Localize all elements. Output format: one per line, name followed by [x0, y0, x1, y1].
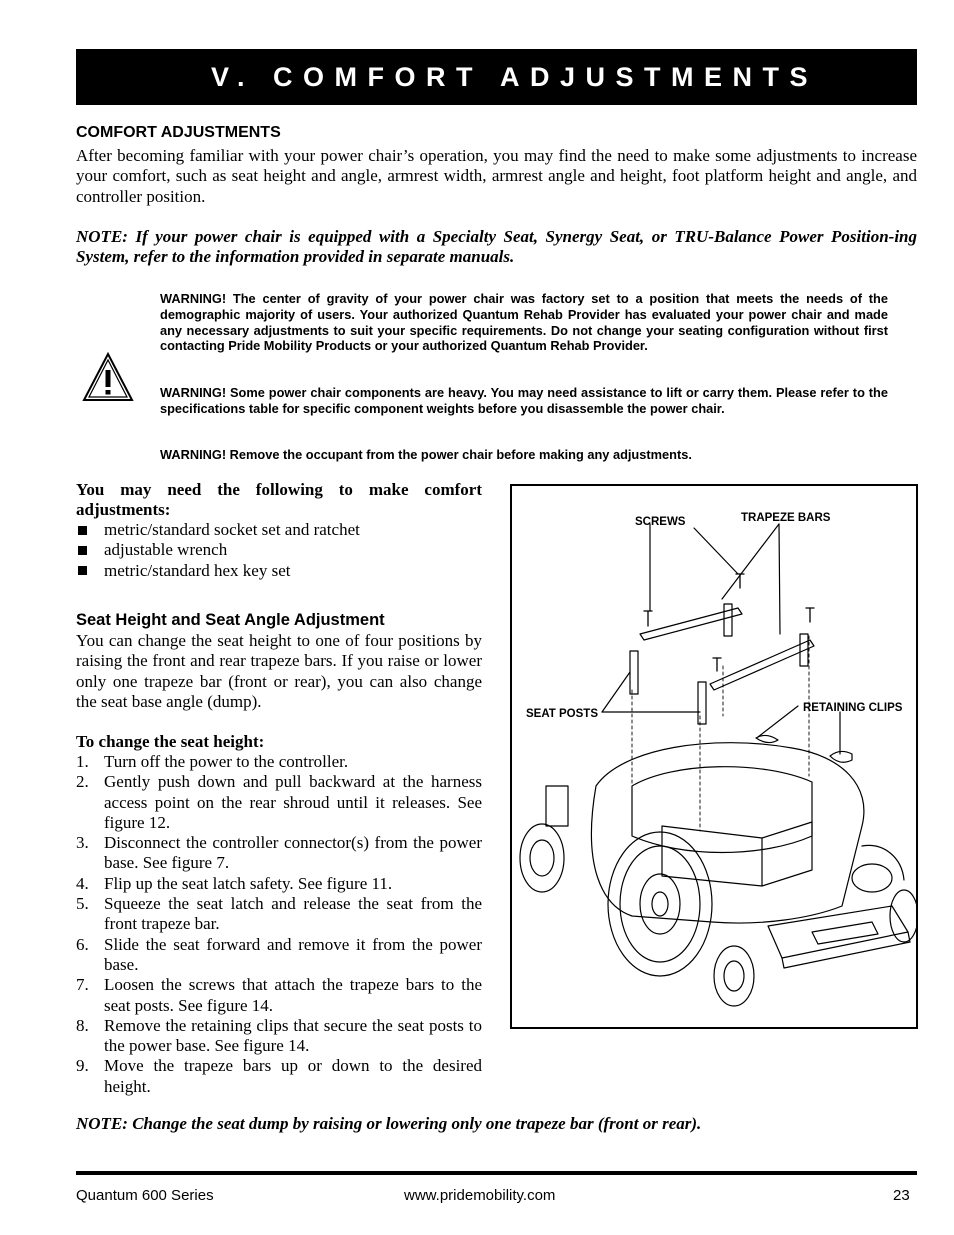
list-item: 6. Slide the seat forward and remove it from the power base.	[76, 934, 482, 974]
warning-center-of-gravity: WARNING! The center of gravity of your power chair was factory set to a position that meets the needs of the demographic majority of users. Your authorized Quantum Rehab Provider has evaluated your power chair and made any necessary adjustments to suit your specific requirements. Do not change your seating configuration without first contacting Pride Mobility Products or your authorized Quantum Rehab Provider.	[160, 291, 888, 354]
power-base-figure	[510, 484, 918, 1029]
warning-remove-occupant: WARNING! Remove the occupant from the power chair before making any adjustments.	[160, 447, 692, 462]
seat-section-paragraph: You can change the seat height to one of four positions by raising the front and rear trapeze bars. If you raise or lower only one trapeze bar (front or rear), you can also change the seat base angle (dump).	[76, 631, 482, 711]
footer-product: Quantum 600 Series	[76, 1187, 214, 1204]
bullet-square-icon	[78, 526, 87, 535]
label-trapeze-bars: TRAPEZE BARS	[741, 512, 831, 524]
list-item: 3. Disconnect the controller connector(s) from the power base. See figure 7.	[76, 833, 482, 873]
list-item: 4. Flip up the seat latch safety. See figure 11.	[76, 873, 393, 893]
power-base-illustration	[512, 486, 916, 1027]
warning-heavy-components: WARNING! Some power chair components are heavy. You may need assistance to lift or carry them. Please refer to the specifications table for specific component weights before you disassemble the power chair.	[160, 385, 888, 416]
steps-list	[76, 752, 482, 1097]
intro-note: NOTE: If your power chair is equipped with a Specialty Seat, Synergy Seat, or TRU-Balance Power Position-ing System, refer to the information provided in separate manuals.	[76, 227, 917, 267]
chapter-title: V. COMFORT ADJUSTMENTS	[211, 62, 819, 92]
list-item: adjustable wrench	[76, 540, 486, 560]
section-heading: COMFORT ADJUSTMENTS	[76, 124, 281, 141]
list-item: 8. Remove the retaining clips that secure the seat posts to the power base. See figure 14.	[76, 1015, 482, 1056]
bullet-square-icon	[78, 546, 87, 555]
list-item: 7. Loosen the screws that attach the trapeze bars to the seat posts. See figure 14.	[76, 975, 482, 1015]
tools-list	[76, 520, 486, 581]
list-item: metric/standard socket set and ratchet	[76, 520, 486, 540]
intro-paragraph: After becoming familiar with your power chair’s operation, you may find the need to make some adjustments to increase your comfort, such as seat height and angle, armrest width, armrest angle and height, foot platform height and angle, and controller position.	[76, 146, 917, 206]
footer-page-number: 23	[893, 1187, 910, 1204]
label-retaining-clips: RETAINING CLIPS	[803, 702, 903, 714]
bullet-square-icon	[78, 566, 87, 575]
footer-website: www.pridemobility.com	[404, 1187, 556, 1204]
label-screws: SCREWS	[635, 516, 686, 528]
list-item: 2. Gently push down and pull backward at the harness access point on the rear shroud until it releases. See figure 12.	[76, 772, 482, 832]
list-item: 1. Turn off the power to the controller.	[76, 752, 349, 771]
footer-rule	[76, 1171, 917, 1175]
list-item: metric/standard hex key set	[76, 561, 486, 581]
warning-triangle-icon	[82, 352, 134, 404]
list-item: 5. Squeeze the seat latch and release the seat from the front trapeze bar.	[76, 894, 482, 934]
label-seat-posts: SEAT POSTS	[526, 708, 598, 720]
tools-intro: You may need the following to make comfort adjustments:	[76, 480, 482, 520]
seat-dump-note: NOTE: Change the seat dump by raising or lowering only one trapeze bar (front or rear).	[76, 1114, 702, 1133]
subsection-heading: Seat Height and Seat Angle Adjustment	[76, 611, 385, 629]
list-item: 9. Move the trapeze bars up or down to the desired height.	[76, 1056, 482, 1096]
steps-heading: To change the seat height:	[76, 732, 265, 751]
chapter-banner	[76, 49, 917, 105]
